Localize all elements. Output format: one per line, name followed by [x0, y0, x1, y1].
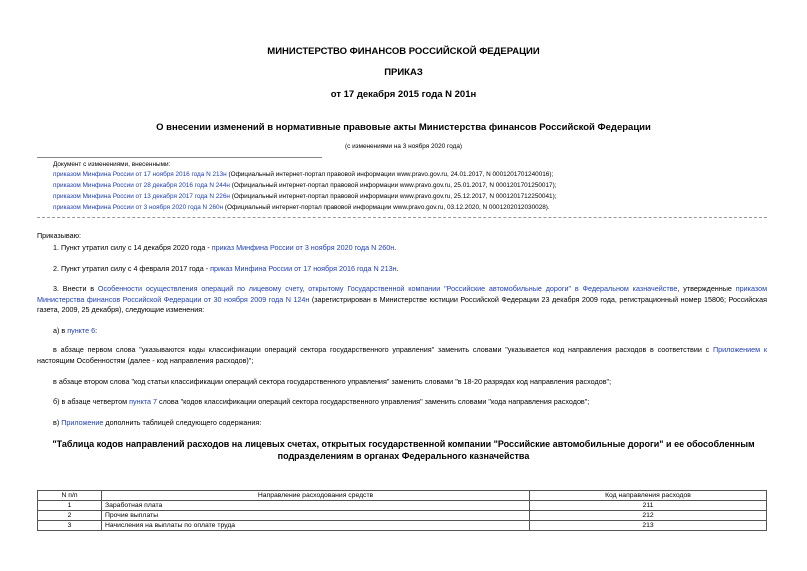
- amendment-link[interactable]: приказом Минфина России от 28 декабря 2016 года N 244н: [53, 182, 230, 189]
- page-title: О внесении изменений в нормативные правовые акты Министерства финансов Российской Федерации: [156, 122, 651, 133]
- edition-note: (с изменениями на 3 ноября 2020 года): [344, 143, 463, 150]
- table-row: [38, 511, 767, 521]
- cell-number: 2: [38, 511, 102, 521]
- paragraph-1-link[interactable]: приказ Минфина России от 3 ноября 2020 года N 260н: [211, 243, 395, 252]
- paragraph-a: а) в пункте 6:: [53, 326, 98, 335]
- ministry-heading: МИНИСТЕРСТВО ФИНАНСОВ РОССИЙСКОЙ ФЕДЕРАЦИИ: [267, 46, 540, 57]
- date-number-heading: от 17 декабря 2015 года N 201н: [330, 89, 477, 100]
- paragraph-1: 1. Пункт утратил силу с 14 декабря 2020 года - приказ Минфина России от 3 ноября 2020 года N 260н.: [53, 243, 397, 252]
- cell-code: 211: [530, 501, 767, 511]
- changes-item: приказом Минфина России от 3 ноября 2020 года N 260н (Официальный интернет-портал правовой информации www.pravo.gov.ru, 03.12.2020, N 0001202012030028).: [53, 204, 550, 211]
- prikaz-124n-link[interactable]: приказом Министерства финансов Российской Федерации от 30 ноября 2009 года N 124н: [37, 284, 768, 304]
- cell-code: 212: [530, 511, 767, 521]
- prilozhenie-link[interactable]: Приложением к: [712, 345, 767, 354]
- osobennosti-link[interactable]: Особенности осуществления операций по лицевому счету, открытому Государственной компании "Российские автомобильные дороги" в Федеральном казначействе: [97, 284, 678, 293]
- table-title-line-2: подразделениям в органах Федерального казначейства: [277, 451, 530, 461]
- table-row: [38, 521, 767, 531]
- cell-direction: Заработная плата: [102, 501, 530, 511]
- header-direction: Направление расходования средств: [102, 491, 530, 501]
- paragraph-3: 3. Внести в Особенности осуществления операций по лицевому счету, открытому Государственной компании "Российские автомобильные дороги" в Федеральном казначействе, утвержденные приказом Министерства финансов Российской Федерации от 30 ноября 2009 года N 124н (зарегистрирован в Министерстве юстиции Российской Федерации 23 декабря 2009 года, регистрационный номер 15806; Российская газета, 2009, 25 декабря), следующие изменения:: [37, 284, 768, 314]
- header-code: Код направления расходов: [530, 491, 767, 501]
- prilozhenie-link-2[interactable]: Приложение: [61, 418, 104, 427]
- amendment-link[interactable]: приказом Минфина России от 3 ноября 2020 года N 260н: [53, 204, 224, 211]
- prikazyvayu-text: Приказываю:: [37, 231, 81, 240]
- divider-changes: [37, 217, 767, 218]
- table-row: [38, 501, 767, 511]
- table-title-line-1: "Таблица кодов направлений расходов на лицевых счетах, открытых государственной компании "Российские автомобильные дороги" и ее обособленным: [52, 439, 755, 449]
- paragraph-2-link[interactable]: приказ Минфина России от 17 ноября 2016 года N 213н: [210, 264, 397, 273]
- amendment-link[interactable]: приказом Минфина России от 17 ноября 2016 года N 213н: [53, 171, 227, 178]
- amendment-link[interactable]: приказом Минфина России от 13 декабря 2017 года N 226н: [53, 193, 230, 200]
- paragraph-a-1: в абзаце первом слова "указываются коды классификации операций сектора государственного управления" заменить словами "указывается код направления расходов в соответствии с Приложением к настоящим Особенностям (далее - код направления расходов)";: [37, 345, 767, 365]
- punkt-6-link[interactable]: пункте 6: [67, 326, 96, 335]
- cell-direction: Начисления на выплаты по оплате труда: [102, 521, 530, 531]
- changes-item: приказом Минфина России от 28 декабря 2016 года N 244н (Официальный интернет-портал правовой информации www.pravo.gov.ru, 25.01.2017, N 0001201701250017);: [53, 182, 557, 189]
- paragraph-2: 2. Пункт утратил силу с 4 февраля 2017 года - приказ Минфина России от 17 ноября 2016 года N 213н.: [53, 264, 399, 273]
- cell-number: 3: [38, 521, 102, 531]
- divider-top: [37, 157, 322, 158]
- cell-direction: Прочие выплаты: [102, 511, 530, 521]
- table-header-row: [38, 491, 767, 501]
- paragraph-a-2: в абзаце втором слова "код статьи классификации операций сектора государственного управления" заменить словами "в 18-20 разрядах код направления расходов";: [53, 377, 612, 386]
- paragraph-b: б) в абзаце четвертом пункта 7 слова "кодов классификации операций сектора государственного управления" заменить словами "кода направления расходов";: [53, 397, 590, 406]
- paragraph-v: в) Приложение дополнить таблицей следующего содержания:: [53, 418, 262, 427]
- changes-item: приказом Минфина России от 13 декабря 2017 года N 226н (Официальный интернет-портал правовой информации www.pravo.gov.ru, 25.12.2017, N 0001201712250041);: [53, 193, 557, 200]
- changes-intro: Документ с изменениями, внесенными:: [53, 161, 171, 168]
- doc-type-heading: ПРИКАЗ: [384, 67, 423, 78]
- cell-number: 1: [38, 501, 102, 511]
- cell-code: 213: [530, 521, 767, 531]
- changes-item: приказом Минфина России от 17 ноября 2016 года N 213н (Официальный интернет-портал правовой информации www.pravo.gov.ru, 24.01.2017, N 0001201701240016);: [53, 171, 554, 178]
- punkt-7-link[interactable]: пункта 7: [129, 397, 158, 406]
- header-number: N п/п: [38, 491, 102, 501]
- codes-table: [37, 490, 767, 531]
